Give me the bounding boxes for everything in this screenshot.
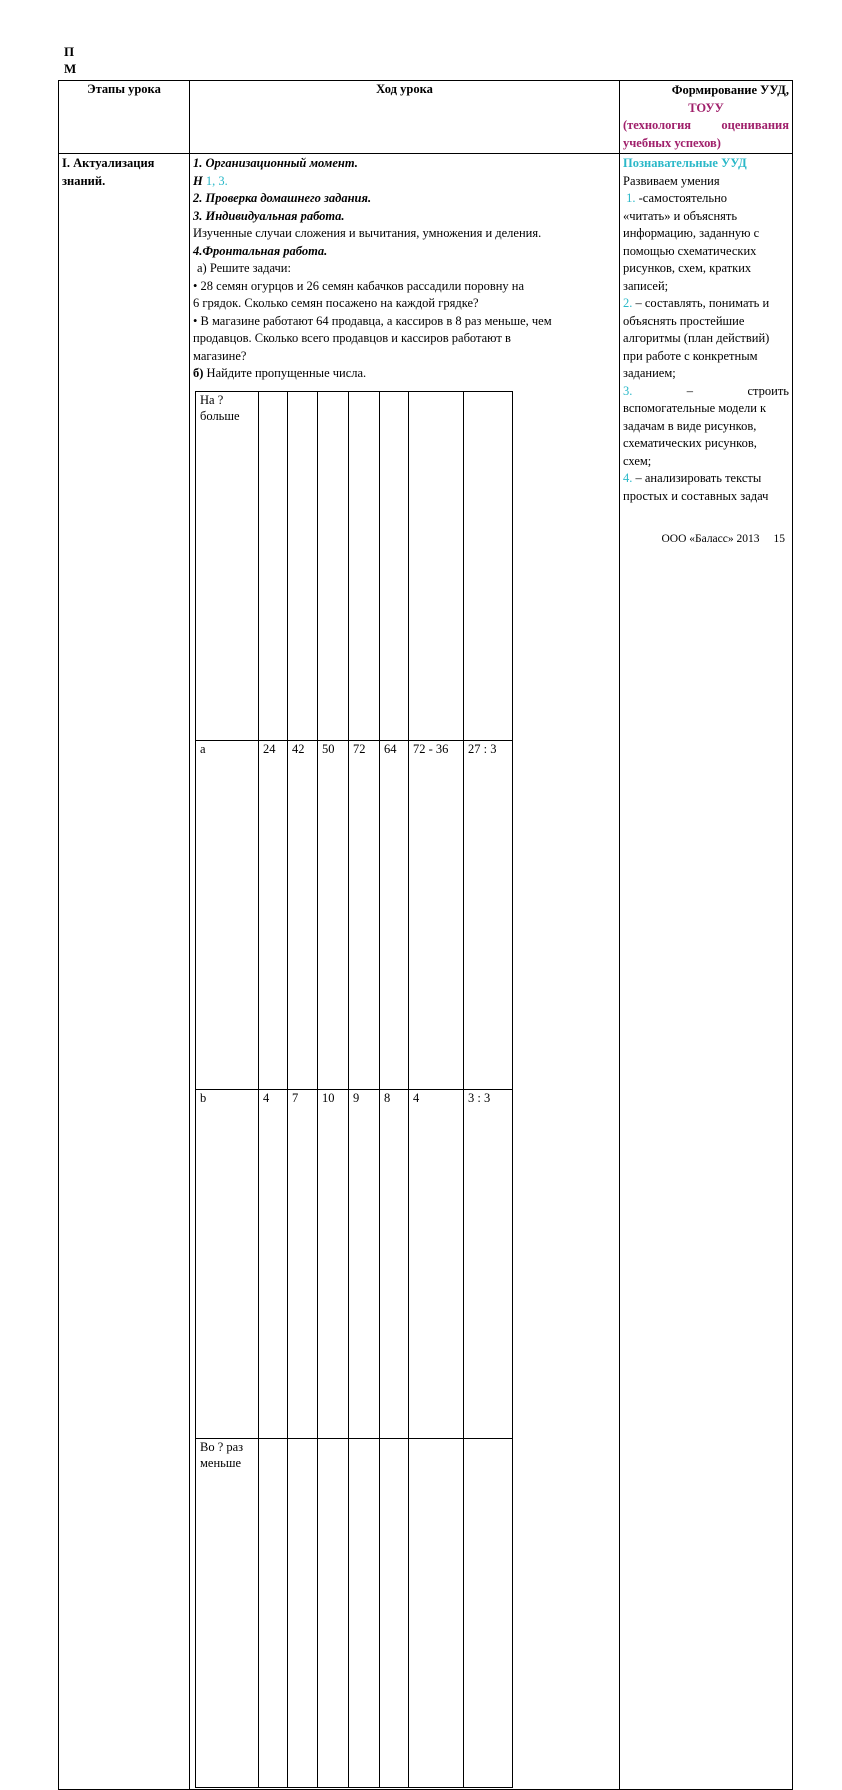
stage-cell bbox=[59, 154, 190, 1790]
lesson-item-1b-prefix: Н bbox=[193, 173, 203, 188]
skill-4-line-1 bbox=[623, 470, 789, 488]
header-uud-line-3: (технология оценивания bbox=[623, 118, 789, 132]
lesson-item-2: 2. Проверка домашнего задания. bbox=[193, 191, 372, 205]
numbers-label-less-line-1: Во ? раз bbox=[200, 1439, 244, 1454]
numbers-cell[interactable] bbox=[259, 391, 288, 740]
numbers-cell-a-5: 64 bbox=[380, 740, 409, 1089]
numbers-cell-a-1: 24 bbox=[259, 740, 288, 1089]
lesson-item-1: 1. Организационный момент. bbox=[193, 156, 358, 170]
numbers-label-less-line-2: меньше bbox=[200, 1455, 242, 1470]
skill-3-line-5: схем; bbox=[623, 453, 652, 468]
numbers-label-more-line-1: На ? bbox=[200, 392, 224, 407]
lesson-item-1b-refs: 1, 3. bbox=[205, 173, 228, 188]
skill-3-word: строить bbox=[747, 383, 789, 398]
numbers-row-less bbox=[196, 1438, 513, 1787]
lesson-item-1b bbox=[193, 173, 616, 191]
skill-2-line-3: алгоритмы (план действий) bbox=[623, 331, 770, 345]
numbers-cell[interactable] bbox=[349, 1438, 380, 1787]
numbers-cell-b-4: 9 bbox=[349, 1089, 380, 1438]
footer-company: ООО «Баласс» 2013 bbox=[661, 533, 760, 545]
body-row bbox=[59, 154, 793, 1790]
numbers-cell[interactable] bbox=[349, 391, 380, 740]
numbers-cell[interactable] bbox=[259, 1438, 288, 1787]
lesson-table bbox=[58, 80, 793, 1790]
numbers-cell[interactable] bbox=[288, 1438, 318, 1787]
header-stages-label: Этапы урока bbox=[87, 82, 161, 96]
header-lesson-flow bbox=[190, 81, 620, 154]
problem-2-line-1: • В магазине работают 64 продавца, а кассиров в 8 раз меньше, чем bbox=[193, 313, 552, 328]
header-uud-line-1: Формирование УУД, bbox=[671, 83, 789, 97]
skill-2-line-4: при работе с конкретным bbox=[623, 348, 758, 363]
header-stages bbox=[59, 81, 190, 154]
header-lesson-flow-label: Ход урока bbox=[376, 82, 433, 96]
numbers-cell[interactable] bbox=[380, 391, 409, 740]
numbers-label-less bbox=[196, 1438, 259, 1787]
skill-2-line-5: заданием; bbox=[623, 366, 676, 380]
problem-1-line-2: 6 грядок. Сколько семян посажено на каждой грядке? bbox=[193, 296, 479, 310]
problem-2-line-2: продавцов. Сколько всего продавцов и кассиров работают в bbox=[193, 331, 511, 345]
skill-1-line-3: информацию, заданную с bbox=[623, 226, 760, 240]
lesson-task-b bbox=[193, 365, 616, 383]
numbers-cell[interactable] bbox=[409, 391, 464, 740]
lesson-task-b-text: Найдите пропущенные числа. bbox=[206, 366, 367, 380]
skill-4-line-2: простых и составных задач bbox=[623, 488, 769, 503]
skill-3-dash: – bbox=[686, 383, 694, 398]
lesson-item-3-text: Изученные случаи сложения и вычитания, умножения и деления. bbox=[193, 226, 542, 240]
numbers-cell[interactable] bbox=[318, 391, 349, 740]
numbers-cell-a-4: 72 bbox=[349, 740, 380, 1089]
skill-1-line-1 bbox=[623, 190, 789, 208]
skill-3-line-1 bbox=[623, 383, 789, 401]
skill-1-line-2: «читать» и объяснять bbox=[623, 208, 738, 223]
numbers-cell-a-3: 50 bbox=[318, 740, 349, 1089]
problem-2-line-3: магазине? bbox=[193, 348, 247, 363]
numbers-row-a bbox=[196, 740, 513, 1089]
numbers-cell-b-6: 4 bbox=[409, 1089, 464, 1438]
numbers-cell-a-6: 72 - 36 bbox=[409, 740, 464, 1089]
stage-line-2: знаний. bbox=[62, 173, 106, 188]
skill-2-number: 2. bbox=[623, 296, 633, 310]
corner-line-1: П bbox=[64, 44, 75, 59]
skill-1-line-6: записей; bbox=[623, 278, 669, 293]
numbers-label-more bbox=[196, 391, 259, 740]
lesson-task-a: а) Решите задачи: bbox=[197, 261, 291, 275]
missing-numbers-table bbox=[195, 391, 513, 1788]
skill-2-line-1 bbox=[623, 295, 789, 313]
header-uud-line-4: учебных успехов) bbox=[623, 135, 721, 150]
lesson-task-b-prefix: б) bbox=[193, 366, 204, 380]
numbers-cell[interactable] bbox=[380, 1438, 409, 1787]
header-row bbox=[59, 81, 793, 154]
numbers-row-b bbox=[196, 1089, 513, 1438]
numbers-cell[interactable] bbox=[464, 1438, 513, 1787]
footer-page-number: 15 bbox=[773, 533, 785, 545]
numbers-cell[interactable] bbox=[318, 1438, 349, 1787]
corner-label bbox=[64, 43, 76, 77]
skill-4-text: – анализировать тексты bbox=[632, 471, 762, 485]
numbers-cell-b-3: 10 bbox=[318, 1089, 349, 1438]
numbers-cell-b-0: b bbox=[196, 1089, 259, 1438]
skill-1-line-5: рисунков, схем, кратких bbox=[623, 261, 752, 275]
stage-line-1: I. Актуализация bbox=[62, 156, 155, 170]
header-uud-line-2: ТОУУ bbox=[688, 100, 724, 115]
skill-2-text: – составлять, понимать и bbox=[632, 296, 770, 310]
page-footer bbox=[661, 533, 785, 545]
skill-4-number: 4. bbox=[623, 471, 633, 485]
corner-line-2: М bbox=[64, 61, 77, 76]
numbers-cell-b-2: 7 bbox=[288, 1089, 318, 1438]
skill-3-line-4: схематических рисунков, bbox=[623, 436, 757, 450]
numbers-row-more bbox=[196, 391, 513, 740]
lesson-item-4: 4.Фронтальная работа. bbox=[193, 243, 328, 258]
skill-1-number: 1. bbox=[626, 191, 636, 205]
uud-cell bbox=[620, 154, 793, 1790]
numbers-cell-b-5: 8 bbox=[380, 1089, 409, 1438]
skill-3-line-3: задачам в виде рисунков, bbox=[623, 418, 757, 433]
numbers-cell[interactable] bbox=[464, 391, 513, 740]
uud-subtitle: Развиваем умения bbox=[623, 173, 720, 188]
skill-3-number: 3. bbox=[623, 383, 633, 398]
numbers-cell[interactable] bbox=[409, 1438, 464, 1787]
skill-2-line-2: объяснять простейшие bbox=[623, 313, 745, 328]
problem-1-line-1: • 28 семян огурцов и 26 семян кабачков рассадили поровну на bbox=[193, 278, 525, 293]
lesson-item-3: 3. Индивидуальная работа. bbox=[193, 208, 345, 223]
numbers-cell[interactable] bbox=[288, 391, 318, 740]
skill-3-line-2: вспомогательные модели к bbox=[623, 401, 767, 415]
uud-title: Познавательные УУД bbox=[623, 156, 747, 170]
numbers-cell-a-7: 27 : 3 bbox=[464, 740, 513, 1089]
header-uud bbox=[620, 81, 793, 154]
lesson-cell bbox=[190, 154, 620, 1790]
numbers-cell-a-2: 42 bbox=[288, 740, 318, 1089]
numbers-cell-b-7: 3 : 3 bbox=[464, 1089, 513, 1438]
numbers-label-more-line-2: больше bbox=[200, 408, 240, 423]
skill-1-text: -самостоятельно bbox=[635, 191, 728, 205]
numbers-cell-a-0: а bbox=[196, 740, 259, 1089]
numbers-cell-b-1: 4 bbox=[259, 1089, 288, 1438]
skill-1-line-4: помощью схематических bbox=[623, 243, 757, 258]
